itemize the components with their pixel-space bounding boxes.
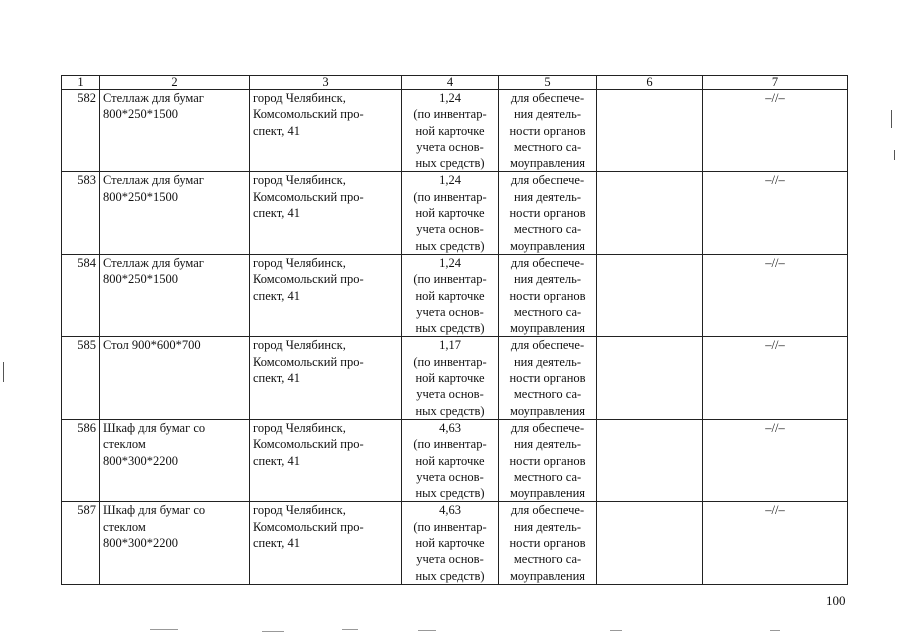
scan-mark (150, 629, 178, 630)
page-number: 100 (826, 593, 846, 608)
purpose-line: ния деятель- (513, 107, 582, 122)
value-line: учета основ- (416, 469, 484, 484)
value-line: ной карточке (415, 288, 485, 303)
address-line: Комсомольский про- (253, 354, 364, 369)
item-name-line: Стол 900*600*700 (103, 338, 201, 353)
value-cell (402, 337, 499, 419)
column-number: 2 (100, 76, 250, 90)
column-7-cell: –//– (703, 419, 848, 501)
column-6-cell (597, 172, 703, 254)
purpose-line: моуправления (509, 156, 586, 171)
scan-mark (262, 631, 284, 632)
address-line: спект, 41 (253, 453, 300, 468)
column-7-cell: –//– (703, 337, 848, 419)
address-line: спект, 41 (253, 288, 300, 303)
item-name-cell (100, 502, 250, 584)
value-line: (по инвентар- (413, 354, 487, 369)
purpose-line: для обеспече- (510, 338, 585, 353)
purpose-line: местного са- (513, 469, 582, 484)
column-number: 6 (597, 76, 703, 90)
column-6-cell (597, 90, 703, 172)
purpose-line: для обеспече- (510, 255, 585, 270)
column-number: 5 (499, 76, 597, 90)
purpose-cell (499, 502, 597, 584)
purpose-line: ния деятель- (513, 272, 582, 287)
purpose-line: ния деятель- (513, 519, 582, 534)
purpose-line: ния деятель- (513, 437, 582, 452)
value-cell (402, 502, 499, 584)
scan-mark (891, 110, 892, 128)
purpose-line: ности органов (509, 206, 586, 221)
item-name-line: Шкаф для бумаг со (103, 503, 206, 518)
item-name-line: 800*250*1500 (103, 272, 178, 287)
column-6-cell (597, 419, 703, 501)
address-line: спект, 41 (253, 206, 300, 221)
address-cell (250, 337, 402, 419)
value-line: (по инвентар- (413, 107, 487, 122)
purpose-line: местного са- (513, 387, 582, 402)
value-line: (по инвентар- (413, 519, 487, 534)
value-line: учета основ- (416, 139, 484, 154)
purpose-cell (499, 254, 597, 336)
column-6-cell (597, 502, 703, 584)
row-number-cell: 582 (62, 90, 100, 172)
item-name-cell (100, 90, 250, 172)
scan-mark (894, 150, 895, 160)
value-line: 4,63 (439, 420, 461, 435)
item-name-cell (100, 254, 250, 336)
column-7-cell: –//– (703, 254, 848, 336)
address-line: Комсомольский про- (253, 189, 364, 204)
value-line: ных средств) (415, 321, 485, 336)
purpose-line: для обеспече- (510, 173, 585, 188)
item-name-cell (100, 419, 250, 501)
address-line: город Челябинск, (253, 255, 346, 270)
purpose-line: моуправления (509, 486, 586, 501)
row-number-cell: 584 (62, 254, 100, 336)
item-name-line: 800*250*1500 (103, 189, 178, 204)
value-line: 1,24 (439, 255, 461, 270)
purpose-line: ности органов (509, 453, 586, 468)
item-name-line: 800*300*2200 (103, 453, 178, 468)
column-7-cell: –//– (703, 90, 848, 172)
purpose-line: для обеспече- (510, 91, 585, 105)
value-line: учета основ- (416, 222, 484, 237)
item-name-line: Стеллаж для бумаг (103, 255, 204, 270)
value-line: ной карточке (415, 453, 485, 468)
address-line: город Челябинск, (253, 420, 346, 435)
purpose-line: ния деятель- (513, 189, 582, 204)
purpose-line: местного са- (513, 552, 582, 567)
row-number-cell: 585 (62, 337, 100, 419)
scan-mark (770, 630, 780, 631)
value-line: ных средств) (415, 403, 485, 418)
column-6-cell (597, 254, 703, 336)
scan-mark (342, 629, 358, 630)
column-6-cell (597, 337, 703, 419)
purpose-cell (499, 337, 597, 419)
column-7-cell: –//– (703, 172, 848, 254)
purpose-line: местного са- (513, 139, 582, 154)
row-number-cell: 586 (62, 419, 100, 501)
scan-mark (418, 630, 436, 631)
value-line: учета основ- (416, 552, 484, 567)
address-line: спект, 41 (253, 536, 300, 551)
value-line: ной карточке (415, 123, 485, 138)
item-name-cell (100, 172, 250, 254)
table-row (62, 254, 848, 336)
value-line: ных средств) (415, 486, 485, 501)
value-line: 1,17 (439, 338, 461, 353)
value-line: (по инвентар- (413, 272, 487, 287)
purpose-line: моуправления (509, 403, 586, 418)
address-line: Комсомольский про- (253, 519, 364, 534)
address-line: Комсомольский про- (253, 272, 364, 287)
value-line: ной карточке (415, 371, 485, 386)
address-line: город Челябинск, (253, 503, 346, 518)
item-name-line: 800*300*2200 (103, 536, 178, 551)
purpose-cell (499, 419, 597, 501)
address-line: город Челябинск, (253, 338, 346, 353)
purpose-line: моуправления (509, 568, 586, 583)
address-cell (250, 172, 402, 254)
table-row (62, 337, 848, 419)
row-number-cell: 587 (62, 502, 100, 584)
table-row (62, 419, 848, 501)
purpose-line: моуправления (509, 321, 586, 336)
purpose-line: местного са- (513, 304, 582, 319)
value-line: (по инвентар- (413, 437, 487, 452)
column-number: 4 (402, 76, 499, 90)
item-name-line: стеклом (103, 437, 146, 452)
value-line: ных средств) (415, 156, 485, 171)
address-cell (250, 254, 402, 336)
item-name-line: Стеллаж для бумаг (103, 173, 204, 188)
item-name-line: Шкаф для бумаг со (103, 420, 206, 435)
item-name-line: стеклом (103, 519, 146, 534)
purpose-line: для обеспече- (510, 420, 585, 435)
table-row (62, 90, 848, 172)
value-cell (402, 172, 499, 254)
address-cell (250, 90, 402, 172)
purpose-line: ности органов (509, 288, 586, 303)
scan-mark (610, 630, 622, 631)
column-number: 7 (703, 76, 848, 90)
value-line: 1,24 (439, 173, 461, 188)
address-cell (250, 419, 402, 501)
purpose-cell (499, 90, 597, 172)
column-number: 1 (62, 76, 100, 90)
item-name-cell (100, 337, 250, 419)
purpose-line: ности органов (509, 123, 586, 138)
value-line: ных средств) (415, 238, 485, 253)
purpose-line: местного са- (513, 222, 582, 237)
value-line: ной карточке (415, 536, 485, 551)
address-line: Комсомольский про- (253, 107, 364, 122)
purpose-line: моуправления (509, 238, 586, 253)
purpose-line: для обеспече- (510, 503, 585, 518)
value-cell (402, 90, 499, 172)
table-row (62, 172, 848, 254)
value-line: 4,63 (439, 503, 461, 518)
value-line: 1,24 (439, 91, 461, 105)
table-row (62, 502, 848, 584)
value-line: ной карточке (415, 206, 485, 221)
column-7-cell: –//– (703, 502, 848, 584)
purpose-line: ности органов (509, 536, 586, 551)
purpose-cell (499, 172, 597, 254)
address-line: город Челябинск, (253, 91, 346, 105)
address-line: Комсомольский про- (253, 437, 364, 452)
purpose-line: ния деятель- (513, 354, 582, 369)
value-cell (402, 254, 499, 336)
row-number-cell: 583 (62, 172, 100, 254)
column-number: 3 (250, 76, 402, 90)
value-line: учета основ- (416, 387, 484, 402)
address-line: спект, 41 (253, 371, 300, 386)
value-line: (по инвентар- (413, 189, 487, 204)
value-line: ных средств) (415, 568, 485, 583)
property-register-table (61, 75, 848, 585)
address-line: спект, 41 (253, 123, 300, 138)
value-cell (402, 419, 499, 501)
scan-mark (3, 362, 4, 382)
value-line: учета основ- (416, 304, 484, 319)
address-line: город Челябинск, (253, 173, 346, 188)
column-number-row (62, 76, 848, 90)
purpose-line: ности органов (509, 371, 586, 386)
item-name-line: 800*250*1500 (103, 107, 178, 122)
item-name-line: Стеллаж для бумаг (103, 91, 204, 105)
address-cell (250, 502, 402, 584)
